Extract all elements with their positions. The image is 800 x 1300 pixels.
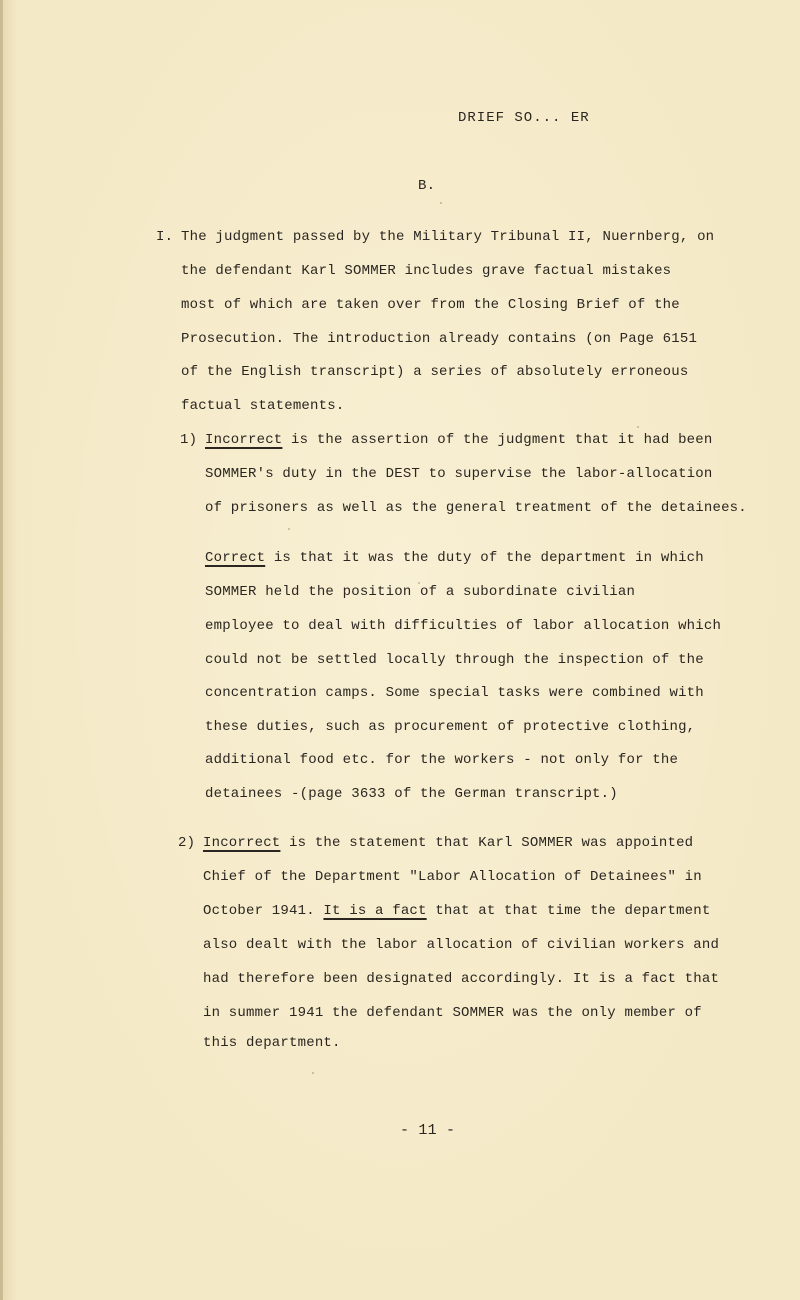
- intro-line: Prosecution. The introduction already contains (on Page 6151: [181, 331, 698, 347]
- correct-line: SOMMER held the position of a subordinate civilian: [205, 584, 636, 600]
- point1-line: SOMMER's duty in the DEST to supervise the labor-allocation: [205, 466, 713, 482]
- incorrect-label: Incorrect: [203, 835, 281, 851]
- paper-edge-mark: [0, 0, 3, 1300]
- intro-line: of the English transcript) a series of absolutely erroneous: [181, 364, 689, 380]
- document-title: DRIEF SO... ER: [458, 110, 590, 126]
- point2-fact-rest: that at that time the department: [426, 903, 711, 919]
- correct-line: could not be settled locally through the inspection of the: [205, 652, 704, 668]
- point2-date-text: October 1941.: [203, 903, 324, 919]
- intro-number: I.: [156, 229, 174, 245]
- paper-speck: [288, 528, 290, 530]
- point2-line: had therefore been designated accordingly. It is a fact that: [203, 971, 720, 987]
- point2-fact-line: [203, 903, 711, 919]
- paper-speck: [312, 1072, 314, 1074]
- intro-line: factual statements.: [181, 398, 345, 414]
- point2-line: Chief of the Department "Labor Allocation of Detainees" in: [203, 869, 702, 885]
- section-label: B.: [418, 178, 436, 194]
- intro-line: The judgment passed by the Military Tribunal II, Nuernberg, on: [181, 229, 715, 245]
- point2-line: this department.: [203, 1035, 341, 1051]
- fact-label: It is a fact: [323, 903, 427, 919]
- correct-line: concentration camps. Some special tasks were combined with: [205, 685, 704, 701]
- correct-line-rest: is that it was the duty of the department in which: [265, 550, 704, 566]
- incorrect-label: Incorrect: [205, 432, 283, 448]
- point1-line: of prisoners as well as the general treatment of the detainees.: [205, 500, 747, 516]
- paper-speck: [440, 202, 442, 204]
- correct-line: additional food etc. for the workers - not only for the: [205, 752, 679, 768]
- correct-line: these duties, such as procurement of protective clothing,: [205, 719, 696, 735]
- point1-first-line: [205, 432, 713, 448]
- correct-label: Correct: [205, 550, 266, 566]
- paper-speck: [637, 426, 639, 428]
- point1-line-rest: is the assertion of the judgment that it had been: [282, 432, 713, 448]
- point2-line: in summer 1941 the defendant SOMMER was the only member of: [203, 1005, 702, 1021]
- point2-first-line: [203, 835, 693, 851]
- point2-number: 2): [178, 835, 196, 851]
- correct-line: employee to deal with difficulties of labor allocation which: [205, 618, 722, 634]
- point2-line-rest: is the statement that Karl SOMMER was appointed: [280, 835, 694, 851]
- correct-line: detainees -(page 3633 of the German transcript.): [205, 786, 618, 802]
- page-number: - 11 -: [400, 1122, 456, 1139]
- intro-line: the defendant Karl SOMMER includes grave factual mistakes: [181, 263, 672, 279]
- point2-line: also dealt with the labor allocation of civilian workers and: [203, 937, 720, 953]
- correct-first-line: [205, 550, 704, 566]
- intro-line: most of which are taken over from the Closing Brief of the: [181, 297, 680, 313]
- point1-number: 1): [180, 432, 198, 448]
